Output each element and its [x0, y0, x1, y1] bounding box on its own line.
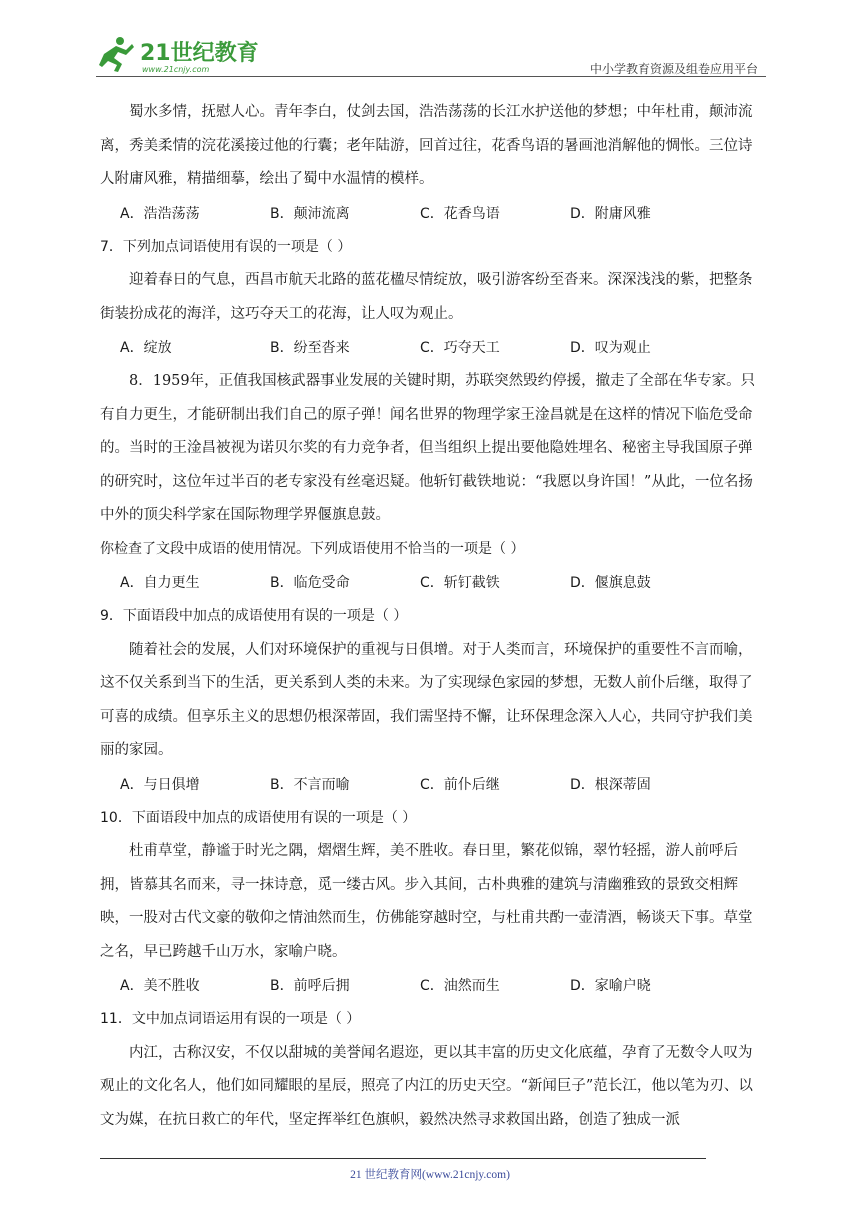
q6-passage: 蜀水多情，抚慰人心。青年李白，仗剑去国，浩浩荡荡的长江水护送他的梦想；中年杜甫，颠沛流离，秀美柔情的浣花溪接过他的行囊；老年陆游，回首过往，花香鸟语的暑画池消解他的惆怅。三位诗人附庸风雅，精描细摹，绘出了蜀中水温情的模样。 [100, 104, 753, 187]
q6-option-a: A．浩浩荡荡 [120, 205, 200, 222]
q10-options [100, 969, 764, 1003]
q8-stem: 你检查了文段中成语的使用情况。下列成语使用不恰当的一项是（ ） [100, 540, 525, 557]
q6-option-d: D．附庸风雅 [570, 205, 651, 222]
document-body [100, 96, 764, 1137]
q9-option-c: C．前仆后继 [420, 776, 500, 793]
footer-divider [100, 1158, 706, 1159]
footer-source: 21 世纪教育网(www.21cnjy.com) [350, 1169, 510, 1181]
q6-option-b: B．颠沛流离 [270, 205, 350, 222]
q9-options [100, 768, 764, 802]
q10-option-a: A．美不胜收 [120, 978, 200, 994]
q7-passage: 迎着春日的气息，西昌市航天北路的蓝花楹尽情绽放，吸引游客纷至沓来。深深浅浅的紫，把整条街装扮成花的海洋，这巧夺天工的花海，让人叹为观止。 [100, 272, 753, 322]
q7-stem: 7．下列加点词语使用有误的一项是（ ） [100, 238, 352, 255]
q10-option-c: C．油然而生 [420, 978, 500, 994]
q8-option-a: A．自力更生 [120, 575, 200, 591]
q9-option-a: A．与日俱增 [120, 776, 200, 793]
q8-option-d: D．偃旗息鼓 [570, 575, 651, 591]
logo-21cnjy [96, 34, 266, 76]
q7-option-b: B．纷至沓来 [270, 340, 350, 356]
q11-stem: 11．文中加点词语运用有误的一项是（ ） [100, 1011, 361, 1027]
header-divider [96, 76, 766, 77]
q10-option-b: B．前呼后拥 [270, 978, 350, 994]
q7-options [100, 331, 764, 365]
platform-name: 中小学教育资源及组卷应用平台 [589, 62, 758, 76]
q9-passage: 随着社会的发展，人们对环境保护的重视与日俱增。对于人类而言，环境保护的重要性不言而喻，这不仅关系到当下的生活，更关系到人类的未来。为了实现绿色家园的梦想，无数人前仆后继，取得了可喜的成绩。但享乐主义的思想仍根深蒂固，我们需坚持不懈，让环保理念深入人心，共同守护我们美丽的家园。 [100, 641, 753, 758]
q8-passage: 8．1959年，正值我国核武器事业发展的关键时期，苏联突然毁约停援，撤走了全部在华专家。只有自力更生，才能研制出我们自己的原子弹！闻名世界的物理学家王淦昌就是在这样的情况下临危受命的。当时的王淦昌被视为诺贝尔奖的有力竞争者，但当组织上提出要他隐姓埋名、秘密主导我国原子弹的研究时，这位年过半百的老专家没有丝毫迟疑。他斩钉截铁地说：“我愿以身许国！”从此，一位名扬中外的顶尖科学家在国际物理学界偃旗息鼓。 [100, 373, 756, 523]
q7-option-a: A．绽放 [120, 340, 172, 356]
q11-passage: 内江，古称汉安，不仅以甜城的美誉闻名遐迩，更以其丰富的历史文化底蕴，孕育了无数令人叹为观止的文化名人，他们如同耀眼的星辰，照亮了内江的历史天空。“新闻巨子”范长江，他以笔为刃、以文为媒，在抗日救亡的年代，坚定挥举红色旗帜，毅然决然寻求救国出路，创造了独成一派 [100, 1044, 753, 1128]
q10-option-d: D．家喻户晓 [570, 978, 651, 994]
page-header [96, 28, 766, 80]
q9-option-d: D．根深蒂固 [570, 776, 651, 793]
q7-option-d: D．叹为观止 [570, 340, 651, 356]
q8-option-b: B．临危受命 [270, 575, 350, 591]
svg-text:www.21cnjy.com: www.21cnjy.com [142, 65, 210, 74]
q8-option-c: C．斩钉截铁 [420, 575, 500, 591]
q6-option-c: C．花香鸟语 [420, 205, 500, 222]
svg-text:21世纪教育: 21世纪教育 [140, 41, 259, 66]
q10-stem: 10．下面语段中加点的成语使用有误的一项是（ ） [100, 809, 417, 826]
q10-passage: 杜甫草堂，静谧于时光之隅，熠熠生辉，美不胜收。春日里，繁花似锦，翠竹轻摇，游人前呼后拥，皆慕其名而来，寻一抹诗意，觅一缕古风。步入其间，古朴典雅的建筑与清幽雅致的景致交相辉映，一股对古代文豪的敬仰之情油然而生，仿佛能穿越时空，与杜甫共酌一壶清酒，畅谈天下事。草堂之名，早已跨越千山万水，家喻户晓。 [100, 843, 753, 960]
q6-options [100, 197, 764, 231]
q9-option-b: B．不言而喻 [270, 776, 350, 793]
q9-stem: 9．下面语段中加点的成语使用有误的一项是（ ） [100, 608, 408, 624]
q8-options [100, 566, 764, 600]
q7-option-c: C．巧夺天工 [420, 340, 500, 356]
